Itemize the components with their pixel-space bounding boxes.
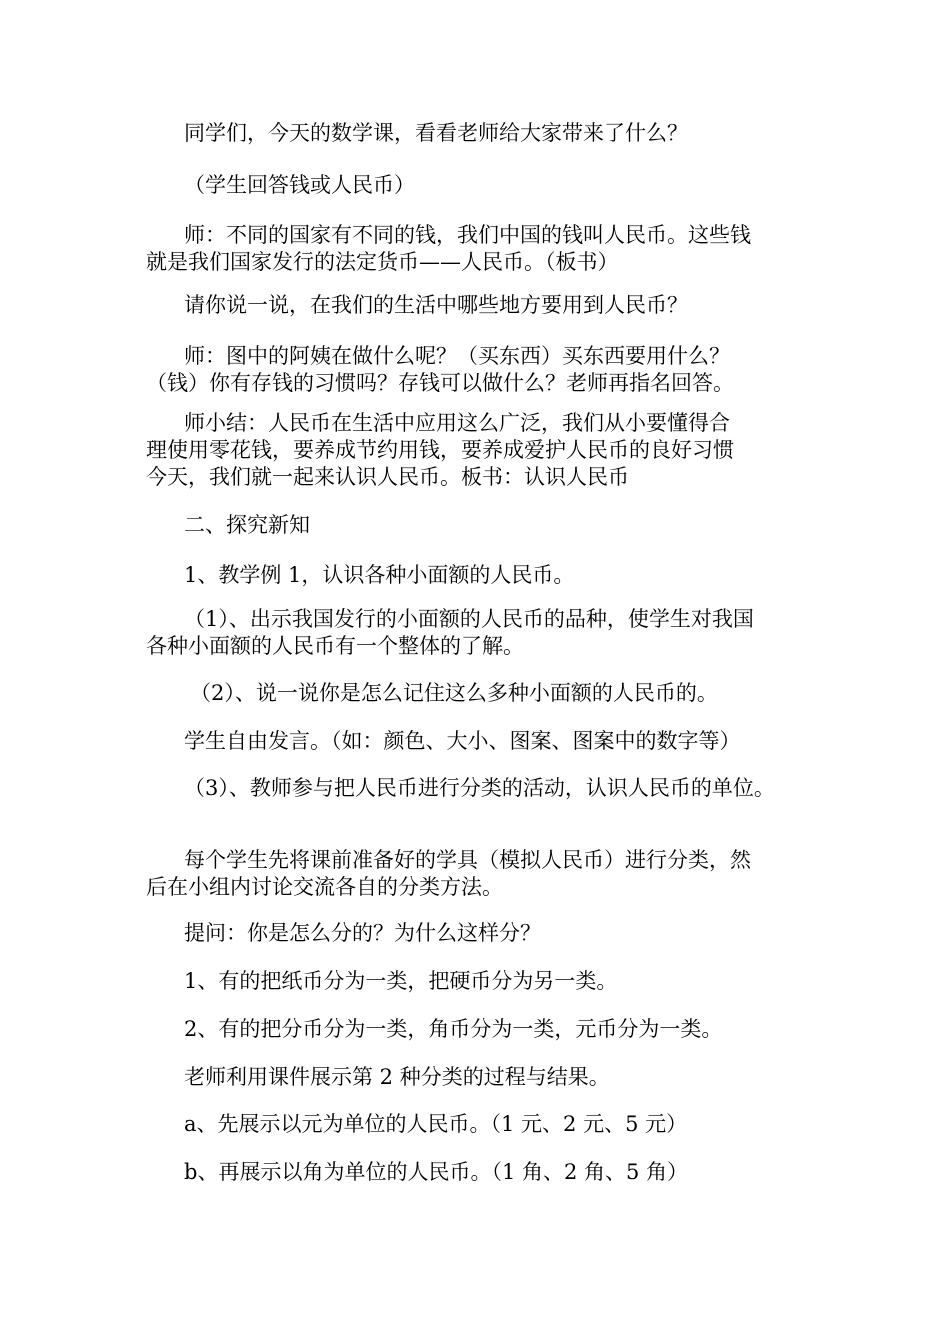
text-line: 二、探究新知: [184, 513, 310, 537]
text-line: 提问：你是怎么分的？为什么这样分？: [184, 921, 541, 945]
text-line: 师：图中的阿姨在做什么呢？（买东西）买东西要用什么？: [184, 344, 730, 368]
text-line: 学生自由发言。（如：颜色、大小、图案、图案中的数字等）: [184, 729, 741, 753]
text-line: b、再展示以角为单位的人民币。（1 角、2 角、5 角）: [184, 1160, 689, 1184]
paragraph-teacher-summary: [146, 410, 836, 491]
text-line: （学生回答钱或人民币）: [184, 173, 415, 197]
paragraph-classify: [146, 847, 836, 901]
text-line: 每个学生先将课前准备好的学具（模拟人民币）进行分类，然: [184, 848, 751, 872]
text-line: （钱）你有存钱的习惯吗？存钱可以做什么？老师再指名回答。: [146, 371, 734, 395]
text-line: （3）、教师参与把人民币进行分类的活动，认识人民币的单位。: [184, 776, 775, 800]
text-line: 师：不同的国家有不同的钱，我们中国的钱叫人民币。这些钱: [184, 223, 751, 247]
text-line: 1、有的把纸币分为一类，把硬币分为另一类。: [184, 969, 618, 993]
text-line: 理使用零花钱，要养成节约用钱，要养成爱护人民币的良好习惯: [146, 438, 734, 462]
text-line: a、先展示以元为单位的人民币。（1 元、2 元、5 元）: [184, 1112, 688, 1136]
text-line: 今天，我们就一起来认识人民币。板书：认识人民币: [146, 465, 629, 489]
paragraph-student-answer: [146, 172, 836, 199]
text-line: （2）、说一说你是怎么记住这么多种小面额的人民币的。: [190, 681, 718, 705]
paragraph-method-1: [146, 968, 836, 995]
section-heading: [146, 512, 836, 539]
text-line: 老师利用课件展示第 2 种分类的过程与结果。: [184, 1065, 610, 1089]
paragraph-greeting: [146, 120, 836, 147]
text-line: 就是我们国家发行的法定货币——人民币。（板书）: [146, 250, 619, 274]
paragraph-yuan: [146, 1111, 836, 1138]
text-line: 2、有的把分币分为一类，角币分为一类，元币分为一类。: [184, 1017, 723, 1041]
paragraph-jiao: [146, 1159, 836, 1186]
text-line: 后在小组内讨论交流各自的分类方法。: [146, 875, 503, 899]
paragraph-courseware: [146, 1064, 836, 1091]
text-line: 师小结：人民币在生活中应用这么广泛，我们从小要懂得合: [184, 411, 730, 435]
paragraph-ask: [146, 920, 836, 947]
text-line: 同学们，今天的数学课，看看老师给大家带来了什么？: [184, 121, 688, 145]
paragraph-example-1: [146, 562, 836, 589]
paragraph-step-2: [146, 680, 836, 707]
paragraph-free-talk: [146, 728, 836, 755]
text-line: （1）、出示我国发行的小面额的人民币的品种，使学生对我国: [184, 607, 754, 631]
paragraph-teacher-intro: [146, 222, 836, 276]
paragraph-step-1: [146, 606, 836, 660]
text-line: 请你说一说，在我们的生活中哪些地方要用到人民币？: [184, 293, 688, 317]
paragraph-step-3: [146, 775, 836, 802]
text-line: 各种小面额的人民币有一个整体的了解。: [146, 634, 524, 658]
paragraph-teacher-picture: [146, 343, 836, 397]
paragraph-question: [146, 292, 836, 319]
paragraph-method-2: [146, 1016, 836, 1043]
text-line: 1、教学例 1，认识各种小面额的人民币。: [184, 563, 575, 587]
